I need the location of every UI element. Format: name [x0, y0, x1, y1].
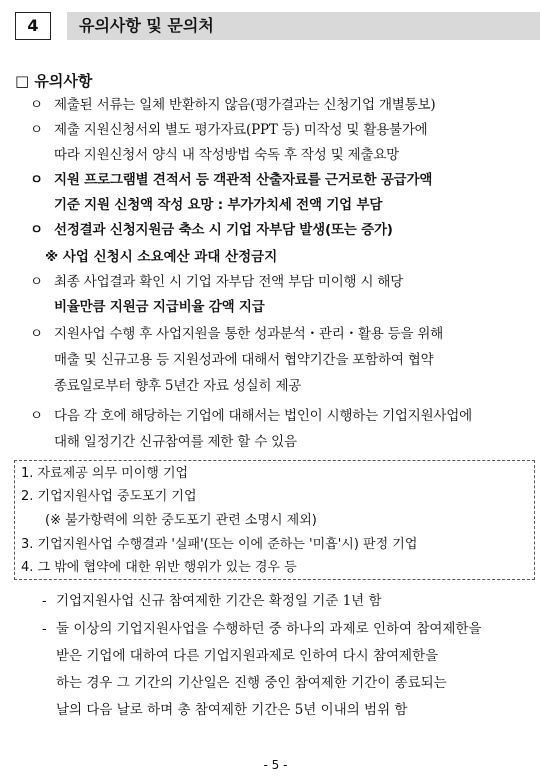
list-item: 1. 자료제공 의무 미이행 기업: [21, 466, 189, 481]
bullet-text-cont: 비율만큼 지원금 지급비율 감액 지급: [54, 299, 265, 315]
dash-marker: -: [42, 621, 47, 637]
restriction-list-box: [14, 460, 535, 580]
list-item: 3. 기업지원사업 수행결과 '실패'(또는 이에 준하는 '미흡'시) 판정 기업: [21, 537, 418, 552]
bullet-marker: ㅇ: [30, 172, 43, 188]
dash-text: 기업지원사업 신규 참여제한 기간은 확정일 기준 1년 함: [56, 593, 382, 609]
bullet-text: 최종 사업결과 확인 시 기업 자부담 전액 부담 미이행 시 해당: [54, 274, 404, 290]
bullet-text-cont: 종료일로부터 향후 5년간 자료 성실히 제공: [54, 378, 302, 394]
dash-text-cont: 날의 다음 날로 하며 총 참여제한 기간은 5년 이내의 범위 함: [56, 702, 408, 718]
section-number: 4: [15, 12, 51, 40]
bullet-text: 지원사업 수행 후 사업지원을 통한 성과분석・관리・활용 등을 위해: [54, 326, 444, 342]
bullet-marker: ㅇ: [30, 408, 43, 424]
bullet-marker: ㅇ: [30, 326, 43, 342]
dash-text-cont: 받은 기업에 대하여 다른 기업지원과제로 인하여 다시 참여제한을: [56, 648, 439, 664]
bullet-text: 선정결과 신청지원금 축소 시 기업 자부담 발생(또는 증가): [54, 222, 393, 238]
bullet-text: 제출된 서류는 일체 반환하지 않음(평가결과는 신청기업 개별통보): [54, 97, 436, 113]
dash-marker: -: [42, 593, 47, 609]
bullet-text: 다음 각 호에 해당하는 기업에 대해서는 법인이 시행하는 기업지원사업에: [54, 408, 472, 424]
section-header: [15, 12, 540, 42]
bullet-text-cont: 매출 및 신규고용 등 지원성과에 대해서 협약기간을 포함하여 협약: [54, 352, 434, 368]
bullet-marker: ㅇ: [30, 274, 43, 290]
bullet-marker: ㅇ: [30, 222, 43, 238]
page-number: - 5 -: [263, 758, 288, 772]
list-item: 2. 기업지원사업 중도포기 기업: [21, 489, 197, 504]
bullet-text: 제출 지원신청서외 별도 평가자료(PPT 등) 미작성 및 활용불가에: [54, 122, 428, 138]
subsection-title: □ 유의사항: [15, 72, 93, 90]
note-text: ※ 사업 신청시 소요예산 과대 산정금지: [45, 249, 278, 265]
section-title: 유의사항 및 문의처: [67, 12, 540, 40]
bullet-marker: ㅇ: [30, 97, 43, 113]
list-item-note: (※ 불가항력에 의한 중도포기 관련 소명시 제외): [45, 513, 317, 528]
bullet-text-cont: 기준 지원 신청액 작성 요망 : 부가가치세 전액 기업 부담: [54, 197, 383, 213]
bullet-marker: ㅇ: [30, 122, 43, 138]
bullet-text-cont: 대해 일정기간 신규참여를 제한 할 수 있음: [54, 434, 297, 450]
bullet-text-cont: 따라 지원신청서 양식 내 작성방법 숙독 후 작성 및 제출요망: [54, 147, 400, 163]
dash-text: 둘 이상의 기업지원사업을 수행하던 중 하나의 과제로 인하여 참여제한을: [56, 621, 482, 637]
list-item: 4. 그 밖에 협약에 대한 위반 행위가 있는 경우 등: [21, 560, 297, 575]
bullet-text: 지원 프로그램별 견적서 등 객관적 산출자료를 근거로한 공급가액: [54, 172, 433, 188]
dash-text-cont: 하는 경우 그 기간의 기산일은 진행 중인 참여제한 기간이 종료되는: [56, 675, 447, 691]
